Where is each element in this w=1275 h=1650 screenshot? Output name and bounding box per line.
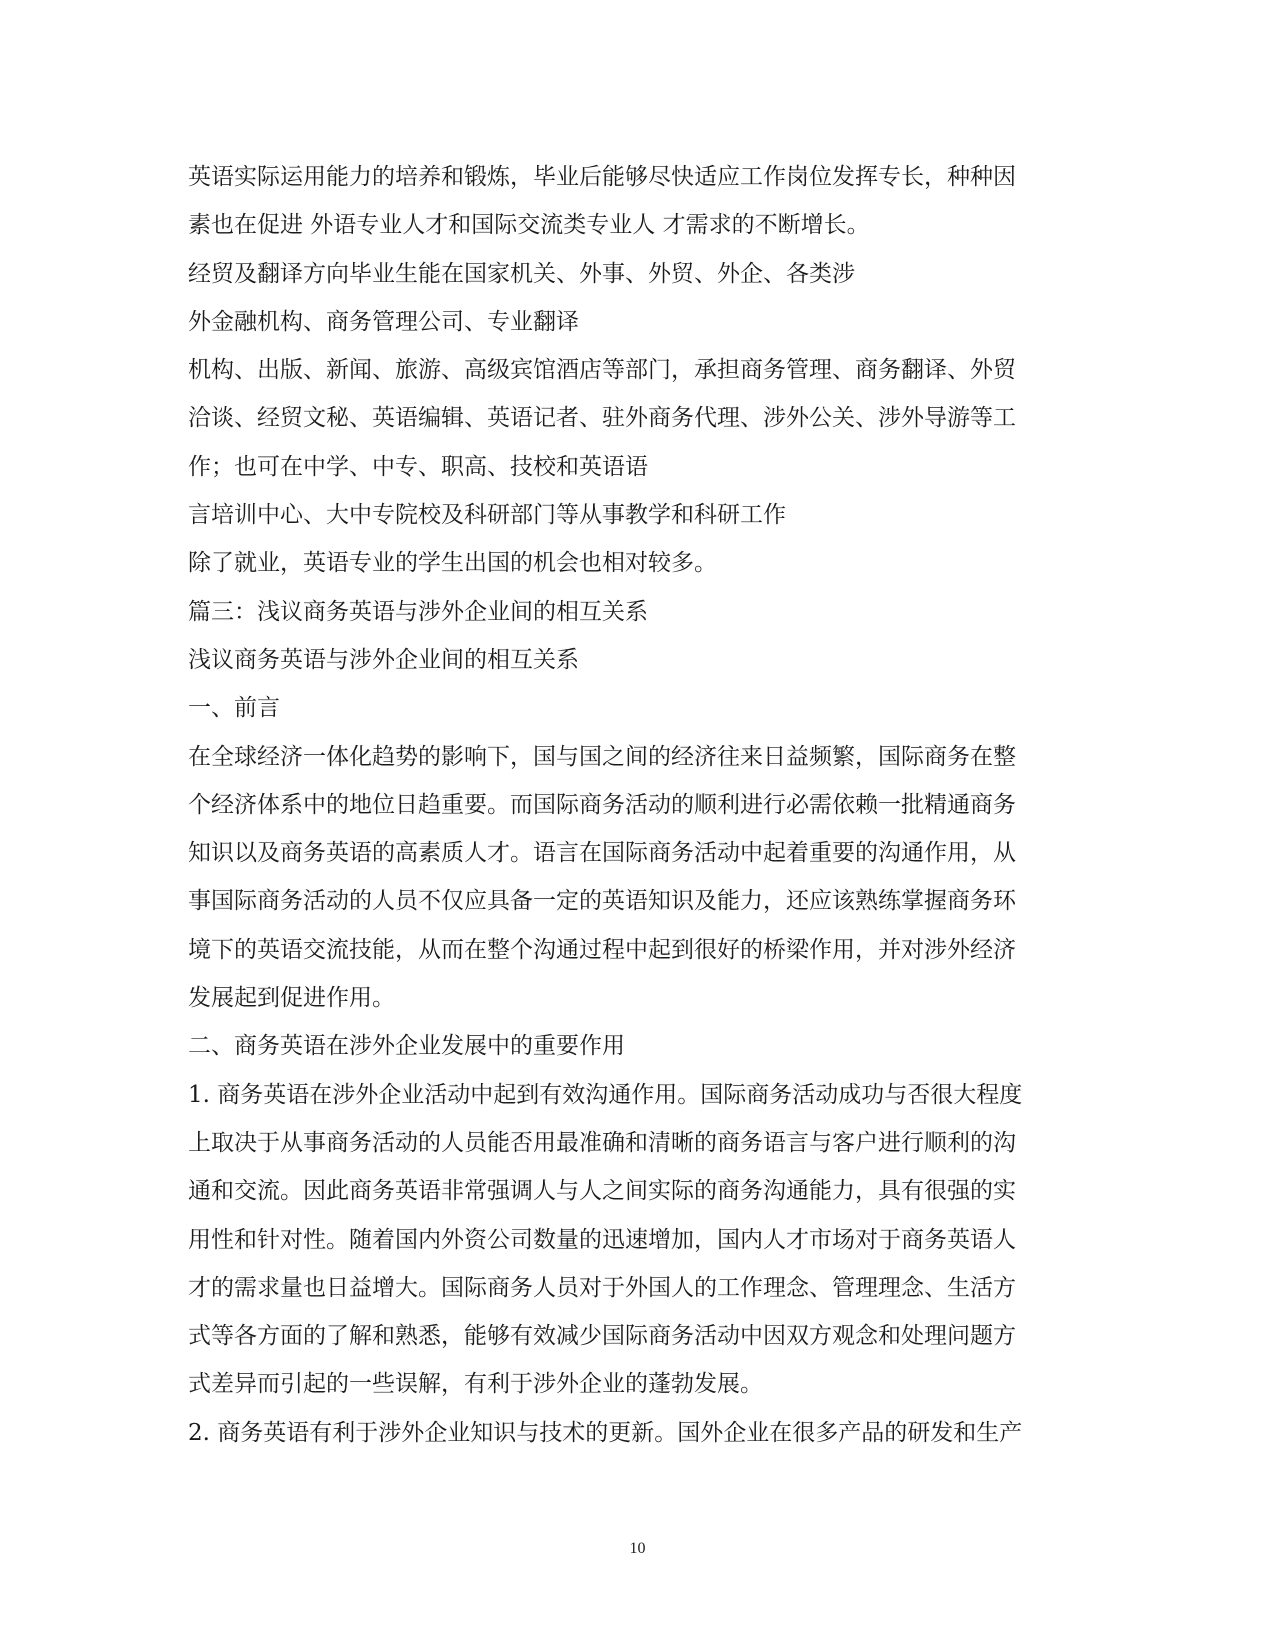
text-line: 素也在促进 外语专业人才和国际交流类专业人 才需求的不断增长。 (188, 212, 870, 239)
text-line: 发展起到促进作用。 (188, 985, 395, 1012)
article-title: 浅议商务英语与涉外企业间的相互关系 (188, 646, 579, 673)
text-line: 英语实际运用能力的培养和锻炼，毕业后能够尽快适应工作岗位发挥专长，种种因 (188, 164, 1016, 190)
subheading: 二、商务英语在涉外企业发展中的重要作用 (188, 1033, 625, 1060)
text-line: 境下的英语交流技能，从而在整个沟通过程中起到很好的桥梁作用，并对涉外经济 (188, 936, 1016, 963)
subheading: 一、前言 (188, 695, 280, 722)
body-text (188, 153, 1088, 1457)
text-line: 机构、出版、新闻、旅游、高级宾馆酒店等部门，承担商务管理、商务翻译、外贸 (188, 357, 1016, 384)
text-line: 通和交流。因此商务英语非常强调人与人之间实际的商务沟通能力，具有很强的实 (188, 1178, 1016, 1205)
text-line: 个经济体系中的地位日趋重要。而国际商务活动的顺利进行必需依赖一批精通商务 (188, 791, 1016, 818)
text-line: 式差异而引起的一些误解，有利于涉外企业的蓬勃发展。 (188, 1371, 763, 1398)
text-line: 2. 商务英语有利于涉外企业知识与技术的更新。国外企业在很多产品的研发和生产 (188, 1419, 1023, 1446)
text-line: 言培训中心、大中专院校及科研部门等从事教学和科研工作 (188, 502, 786, 529)
text-line: 式等各方面的了解和熟悉，能够有效减少国际商务活动中因双方观念和处理问题方 (188, 1323, 1016, 1350)
text-line: 用性和针对性。随着国内外资公司数量的迅速增加，国内人才市场对于商务英语人 (188, 1226, 1016, 1253)
text-line: 事国际商务活动的人员不仅应具备一定的英语知识及能力，还应该熟练掌握商务环 (188, 888, 1016, 915)
text-line: 上取决于从事商务活动的人员能否用最准确和清晰的商务语言与客户进行顺利的沟 (188, 1129, 1016, 1156)
text-line: 在全球经济一体化趋势的影响下，国与国之间的经济往来日益频繁，国际商务在整 (188, 743, 1016, 770)
text-line: 1. 商务英语在涉外企业活动中起到有效沟通作用。国际商务活动成功与否很大程度 (188, 1081, 1023, 1108)
text-line: 才的需求量也日益增大。国际商务人员对于外国人的工作理念、管理理念、生活方 (188, 1274, 1016, 1301)
text-line: 外金融机构、商务管理公司、专业翻译 (188, 308, 579, 335)
text-line: 经贸及翻译方向毕业生能在国家机关、外事、外贸、外企、各类涉 (188, 260, 855, 287)
text-line: 除了就业，英语专业的学生出国的机会也相对较多。 (188, 550, 717, 577)
page-number: 10 (629, 1540, 646, 1557)
text-line: 知识以及商务英语的高素质人才。语言在国际商务活动中起着重要的沟通作用，从 (188, 840, 1016, 867)
section-heading: 篇三：浅议商务英语与涉外企业间的相互关系 (188, 598, 648, 625)
text-line: 作；也可在中学、中专、职高、技校和英语语 (188, 453, 648, 480)
text-line: 洽谈、经贸文秘、英语编辑、英语记者、驻外商务代理、涉外公关、涉外导游等工 (188, 405, 1016, 432)
